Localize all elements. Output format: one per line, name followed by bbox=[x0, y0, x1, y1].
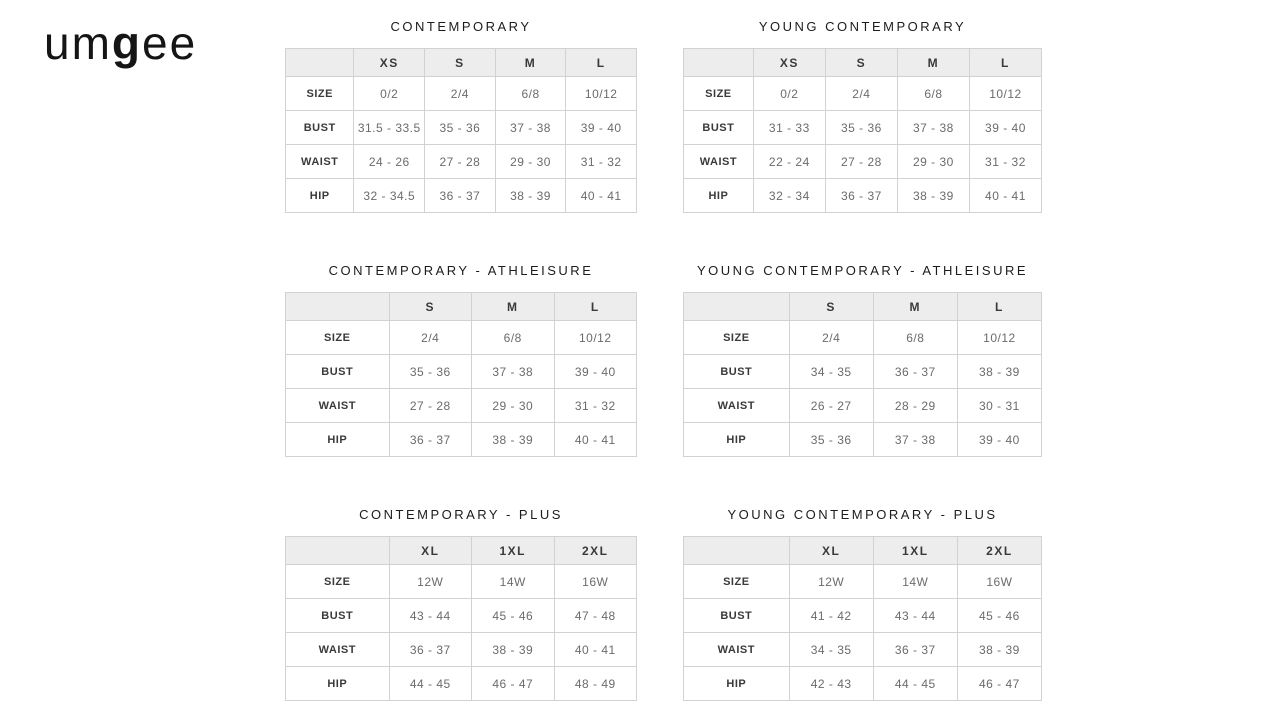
column-header: 2XL bbox=[554, 537, 637, 565]
size-table bbox=[285, 48, 637, 213]
size-value-cell: 34 - 35 bbox=[789, 633, 873, 667]
size-value-cell: 39 - 40 bbox=[554, 355, 637, 389]
table-header-row bbox=[684, 537, 1042, 565]
size-value-cell: 36 - 37 bbox=[825, 179, 897, 213]
column-header: 1XL bbox=[472, 537, 554, 565]
column-header: 1XL bbox=[873, 537, 957, 565]
size-table bbox=[683, 536, 1042, 701]
size-value-cell: 0/2 bbox=[753, 77, 825, 111]
section-title: YOUNG CONTEMPORARY - ATHLEISURE bbox=[696, 263, 1029, 278]
size-value-cell: 2/4 bbox=[425, 77, 496, 111]
corner-cell bbox=[286, 293, 390, 321]
size-table bbox=[285, 536, 637, 701]
column-header: M bbox=[873, 293, 957, 321]
size-value-cell: 34 - 35 bbox=[789, 355, 873, 389]
column-header: S bbox=[789, 293, 873, 321]
size-value-cell: 28 - 29 bbox=[873, 389, 957, 423]
size-value-cell: 36 - 37 bbox=[389, 633, 471, 667]
table-header-row bbox=[684, 49, 1042, 77]
row-label: WAIST bbox=[286, 633, 390, 667]
size-chart-young-contemporary-plus bbox=[683, 503, 1042, 701]
row-label: BUST bbox=[286, 111, 354, 145]
size-value-cell: 14W bbox=[472, 565, 554, 599]
size-value-cell: 10/12 bbox=[969, 77, 1041, 111]
table-row bbox=[286, 667, 637, 701]
size-value-cell: 36 - 37 bbox=[873, 633, 957, 667]
row-label: SIZE bbox=[286, 321, 390, 355]
table-row bbox=[286, 565, 637, 599]
row-label: BUST bbox=[684, 599, 790, 633]
table-row bbox=[286, 599, 637, 633]
row-label: WAIST bbox=[286, 389, 390, 423]
size-value-cell: 27 - 28 bbox=[389, 389, 471, 423]
size-value-cell: 35 - 36 bbox=[789, 423, 873, 457]
table-row bbox=[684, 667, 1042, 701]
row-label: SIZE bbox=[684, 321, 790, 355]
logo-text-um: um bbox=[44, 17, 112, 69]
size-value-cell: 16W bbox=[554, 565, 637, 599]
column-header: L bbox=[957, 293, 1041, 321]
column-header: M bbox=[472, 293, 554, 321]
table-row bbox=[684, 111, 1042, 145]
size-value-cell: 40 - 41 bbox=[554, 633, 637, 667]
row-label: WAIST bbox=[684, 633, 790, 667]
row-label: BUST bbox=[286, 599, 390, 633]
size-value-cell: 27 - 28 bbox=[825, 145, 897, 179]
table-header-row bbox=[286, 293, 637, 321]
row-label: BUST bbox=[286, 355, 390, 389]
logo-text-g: g bbox=[111, 17, 143, 69]
row-label: HIP bbox=[684, 423, 790, 457]
size-value-cell: 24 - 26 bbox=[354, 145, 425, 179]
table-header-row bbox=[286, 49, 637, 77]
row-label: BUST bbox=[684, 111, 754, 145]
column-header: L bbox=[969, 49, 1041, 77]
table-row bbox=[684, 145, 1042, 179]
size-value-cell: 10/12 bbox=[957, 321, 1041, 355]
size-value-cell: 35 - 36 bbox=[425, 111, 496, 145]
size-value-cell: 35 - 36 bbox=[389, 355, 471, 389]
size-value-cell: 6/8 bbox=[873, 321, 957, 355]
size-value-cell: 37 - 38 bbox=[873, 423, 957, 457]
size-value-cell: 37 - 38 bbox=[495, 111, 566, 145]
table-row bbox=[684, 633, 1042, 667]
size-table bbox=[683, 48, 1042, 213]
size-chart-young-contemporary bbox=[683, 15, 1042, 213]
section-title: CONTEMPORARY - PLUS bbox=[359, 507, 563, 522]
size-value-cell: 47 - 48 bbox=[554, 599, 637, 633]
size-value-cell: 12W bbox=[389, 565, 471, 599]
size-value-cell: 42 - 43 bbox=[789, 667, 873, 701]
size-chart-contemporary-athleisure bbox=[285, 259, 637, 457]
size-value-cell: 46 - 47 bbox=[957, 667, 1041, 701]
table-row bbox=[684, 599, 1042, 633]
size-value-cell: 45 - 46 bbox=[472, 599, 554, 633]
column-header: L bbox=[566, 49, 637, 77]
size-value-cell: 38 - 39 bbox=[897, 179, 969, 213]
table-row bbox=[684, 321, 1042, 355]
row-label: SIZE bbox=[286, 565, 390, 599]
size-value-cell: 38 - 39 bbox=[472, 633, 554, 667]
row-label: WAIST bbox=[684, 389, 790, 423]
size-value-cell: 36 - 37 bbox=[425, 179, 496, 213]
corner-cell bbox=[286, 537, 390, 565]
size-value-cell: 48 - 49 bbox=[554, 667, 637, 701]
column-header: S bbox=[825, 49, 897, 77]
column-header: XL bbox=[789, 537, 873, 565]
size-value-cell: 36 - 37 bbox=[873, 355, 957, 389]
size-value-cell: 39 - 40 bbox=[566, 111, 637, 145]
size-value-cell: 31.5 - 33.5 bbox=[354, 111, 425, 145]
size-value-cell: 39 - 40 bbox=[969, 111, 1041, 145]
size-value-cell: 43 - 44 bbox=[873, 599, 957, 633]
size-value-cell: 29 - 30 bbox=[897, 145, 969, 179]
size-chart-young-contemporary-athleisure bbox=[683, 259, 1042, 457]
row-label: HIP bbox=[286, 667, 390, 701]
column-header: M bbox=[495, 49, 566, 77]
table-row bbox=[286, 321, 637, 355]
size-value-cell: 36 - 37 bbox=[389, 423, 471, 457]
size-value-cell: 35 - 36 bbox=[825, 111, 897, 145]
table-row bbox=[286, 355, 637, 389]
size-value-cell: 29 - 30 bbox=[472, 389, 554, 423]
size-value-cell: 0/2 bbox=[354, 77, 425, 111]
column-header: S bbox=[389, 293, 471, 321]
table-row bbox=[286, 111, 637, 145]
corner-cell bbox=[684, 293, 790, 321]
table-header-row bbox=[286, 537, 637, 565]
size-value-cell: 45 - 46 bbox=[957, 599, 1041, 633]
corner-cell bbox=[684, 537, 790, 565]
table-row bbox=[684, 389, 1042, 423]
row-label: HIP bbox=[286, 179, 354, 213]
size-value-cell: 44 - 45 bbox=[873, 667, 957, 701]
row-label: WAIST bbox=[286, 145, 354, 179]
corner-cell bbox=[684, 49, 754, 77]
column-header: 2XL bbox=[957, 537, 1041, 565]
size-value-cell: 6/8 bbox=[495, 77, 566, 111]
column-header: XS bbox=[753, 49, 825, 77]
size-value-cell: 46 - 47 bbox=[472, 667, 554, 701]
column-header: XL bbox=[389, 537, 471, 565]
table-row bbox=[684, 179, 1042, 213]
size-chart-contemporary bbox=[285, 15, 637, 213]
table-row bbox=[684, 423, 1042, 457]
size-value-cell: 31 - 32 bbox=[566, 145, 637, 179]
size-value-cell: 40 - 41 bbox=[554, 423, 637, 457]
size-value-cell: 39 - 40 bbox=[957, 423, 1041, 457]
row-label: HIP bbox=[684, 179, 754, 213]
row-label: WAIST bbox=[684, 145, 754, 179]
table-row bbox=[286, 389, 637, 423]
brand-logo bbox=[44, 16, 197, 70]
logo-text-ee: ee bbox=[142, 17, 198, 69]
size-value-cell: 38 - 39 bbox=[472, 423, 554, 457]
size-value-cell: 14W bbox=[873, 565, 957, 599]
size-value-cell: 37 - 38 bbox=[472, 355, 554, 389]
size-value-cell: 32 - 34 bbox=[753, 179, 825, 213]
size-value-cell: 29 - 30 bbox=[495, 145, 566, 179]
size-value-cell: 2/4 bbox=[789, 321, 873, 355]
size-value-cell: 12W bbox=[789, 565, 873, 599]
size-value-cell: 6/8 bbox=[472, 321, 554, 355]
table-row bbox=[684, 565, 1042, 599]
size-value-cell: 43 - 44 bbox=[389, 599, 471, 633]
size-value-cell: 38 - 39 bbox=[957, 633, 1041, 667]
table-row bbox=[684, 355, 1042, 389]
row-label: SIZE bbox=[684, 77, 754, 111]
corner-cell bbox=[286, 49, 354, 77]
size-value-cell: 38 - 39 bbox=[495, 179, 566, 213]
size-value-cell: 16W bbox=[957, 565, 1041, 599]
size-value-cell: 40 - 41 bbox=[969, 179, 1041, 213]
table-row bbox=[286, 145, 637, 179]
size-table bbox=[285, 292, 637, 457]
table-header-row bbox=[684, 293, 1042, 321]
size-value-cell: 31 - 32 bbox=[969, 145, 1041, 179]
table-row bbox=[286, 77, 637, 111]
size-value-cell: 31 - 33 bbox=[753, 111, 825, 145]
size-value-cell: 26 - 27 bbox=[789, 389, 873, 423]
row-label: HIP bbox=[286, 423, 390, 457]
size-value-cell: 10/12 bbox=[566, 77, 637, 111]
table-row bbox=[286, 179, 637, 213]
column-header: M bbox=[897, 49, 969, 77]
size-value-cell: 41 - 42 bbox=[789, 599, 873, 633]
section-title: CONTEMPORARY - ATHLEISURE bbox=[328, 263, 594, 278]
size-value-cell: 30 - 31 bbox=[957, 389, 1041, 423]
size-value-cell: 32 - 34.5 bbox=[354, 179, 425, 213]
size-chart-contemporary-plus bbox=[285, 503, 637, 701]
size-value-cell: 31 - 32 bbox=[554, 389, 637, 423]
size-value-cell: 22 - 24 bbox=[753, 145, 825, 179]
section-title: CONTEMPORARY bbox=[390, 19, 532, 34]
size-value-cell: 10/12 bbox=[554, 321, 637, 355]
section-title: YOUNG CONTEMPORARY - PLUS bbox=[727, 507, 998, 522]
column-header: L bbox=[554, 293, 637, 321]
size-table bbox=[683, 292, 1042, 457]
size-value-cell: 6/8 bbox=[897, 77, 969, 111]
table-row bbox=[286, 423, 637, 457]
table-row bbox=[684, 77, 1042, 111]
size-value-cell: 40 - 41 bbox=[566, 179, 637, 213]
size-value-cell: 37 - 38 bbox=[897, 111, 969, 145]
column-header: XS bbox=[354, 49, 425, 77]
row-label: SIZE bbox=[286, 77, 354, 111]
size-value-cell: 27 - 28 bbox=[425, 145, 496, 179]
size-value-cell: 2/4 bbox=[825, 77, 897, 111]
column-header: S bbox=[425, 49, 496, 77]
size-value-cell: 44 - 45 bbox=[389, 667, 471, 701]
size-value-cell: 38 - 39 bbox=[957, 355, 1041, 389]
size-value-cell: 2/4 bbox=[389, 321, 471, 355]
table-row bbox=[286, 633, 637, 667]
row-label: HIP bbox=[684, 667, 790, 701]
row-label: BUST bbox=[684, 355, 790, 389]
section-title: YOUNG CONTEMPORARY bbox=[758, 19, 967, 34]
row-label: SIZE bbox=[684, 565, 790, 599]
